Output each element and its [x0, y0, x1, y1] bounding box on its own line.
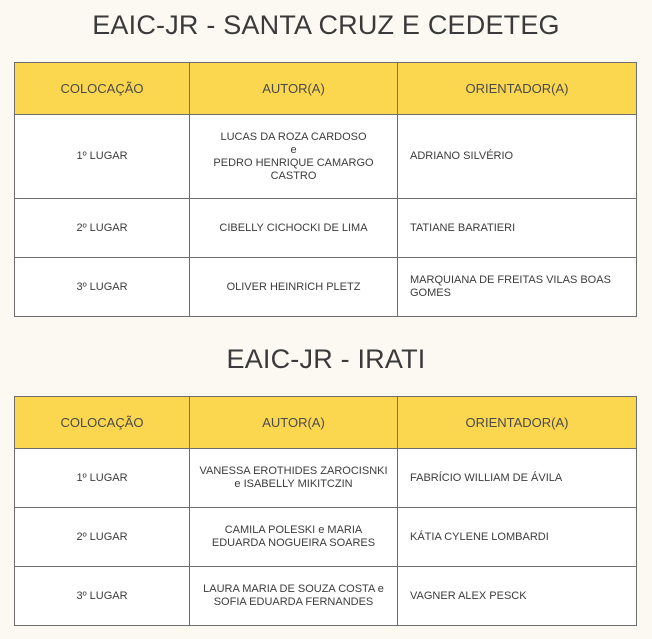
placement-cell: 2º LUGAR: [15, 508, 190, 567]
placement-cell: 2º LUGAR: [15, 199, 190, 258]
advisor-cell: VAGNER ALEX PESCK: [398, 567, 637, 626]
advisor-cell: FABRÍCIO WILLIAM DE ÁVILA: [398, 449, 637, 508]
table-row: [15, 567, 637, 626]
author-cell: [190, 508, 398, 567]
header-placement: COLOCAÇÃO: [15, 397, 190, 449]
author-line: LUCAS DA ROZA CARDOSO: [220, 130, 367, 143]
section-title: EAIC-JR - IRATI: [226, 344, 426, 374]
author-cell: [190, 449, 398, 508]
advisor-cell: MARQUIANA DE FREITAS VILAS BOAS GOMES: [398, 258, 637, 317]
header-author: AUTOR(A): [190, 63, 398, 115]
section-irati: [0, 324, 652, 639]
table-header-row: [15, 63, 637, 115]
table-row: [15, 199, 637, 258]
author-cell: [190, 199, 398, 258]
author-line: CIBELLY CICHOCKI DE LIMA: [219, 221, 368, 234]
section-title: EAIC-JR - SANTA CRUZ E CEDETEG: [92, 10, 560, 40]
results-table: [14, 62, 637, 317]
advisor-cell: TATIANE BARATIERI: [398, 199, 637, 258]
author-line: CAMILA POLESKI e MARIA EDUARDA NOGUEIRA SOARES: [211, 524, 376, 549]
author-line: VANESSA EROTHIDES ZAROCISNKI e ISABELLY MIKITCZIN: [199, 465, 388, 490]
table-row: [15, 115, 637, 199]
author-line: e: [290, 143, 297, 156]
table-row: [15, 258, 637, 317]
table-row: [15, 449, 637, 508]
table-header-row: [15, 397, 637, 449]
header-advisor: ORIENTADOR(A): [398, 63, 637, 115]
advisor-cell: ADRIANO SILVÉRIO: [398, 115, 637, 199]
header-placement: COLOCAÇÃO: [15, 63, 190, 115]
placement-cell: 3º LUGAR: [15, 567, 190, 626]
placement-cell: 1º LUGAR: [15, 449, 190, 508]
author-cell: [190, 567, 398, 626]
header-author: AUTOR(A): [190, 397, 398, 449]
results-table: [14, 396, 637, 626]
author-cell: [190, 115, 398, 199]
table-row: [15, 508, 637, 567]
author-cell: [190, 258, 398, 317]
author-line: LAURA MARIA DE SOUZA COSTA e SOFIA EDUARDA FERNANDES: [203, 583, 384, 608]
placement-cell: 3º LUGAR: [15, 258, 190, 317]
author-line: PEDRO HENRIQUE CAMARGO CASTRO: [213, 156, 374, 182]
header-advisor: ORIENTADOR(A): [398, 397, 637, 449]
placement-cell: 1º LUGAR: [15, 115, 190, 199]
author-line: OLIVER HEINRICH PLETZ: [226, 280, 361, 293]
advisor-cell: KÁTIA CYLENE LOMBARDI: [398, 508, 637, 567]
